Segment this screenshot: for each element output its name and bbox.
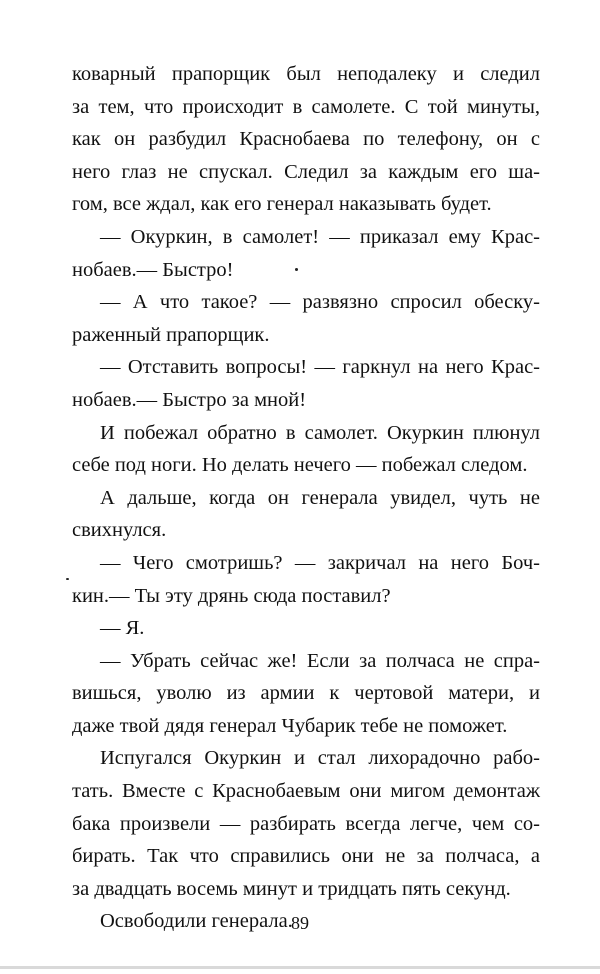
text-line: кин.— Ты эту дрянь сюда поставил?: [72, 584, 391, 607]
text-line: за тем, что происходит в самолете. С той минуты,: [72, 95, 540, 118]
text-line: — А что такое? — развязно спросил обеску-: [100, 291, 540, 314]
text-line: бирать. Так что справились они не за полчаса, а: [72, 845, 540, 868]
text-line: за двадцать восемь минут и тридцать пять секунд.: [72, 877, 511, 900]
text-line: Освободили генерала.: [100, 910, 293, 933]
text-line: раженный прапорщик.: [72, 323, 270, 346]
text-line: него глаз не спускал. Следил за каждым его ша-: [72, 160, 540, 183]
print-speck: [66, 578, 69, 580]
text-line: — Окуркин, в самолет! — приказал ему Крас-: [100, 225, 540, 248]
text-line: — Убрать сейчас же! Если за полчаса не спра-: [100, 649, 540, 672]
scan-edge: [0, 966, 600, 969]
text-line: Испугался Окуркин и стал лихорадочно рабо-: [100, 747, 540, 770]
text-line: бака произвели — разбирать всегда легче, чем со-: [72, 812, 540, 835]
body-text: [72, 58, 540, 938]
text-line: вишься, уволю из армии к чертовой матери, и: [72, 682, 540, 705]
text-line: А дальше, когда он генерала увидел, чуть не: [100, 486, 540, 509]
text-line: — Чего смотришь? — закричал на него Боч-: [100, 551, 540, 574]
text-line: гом, все ждал, как его генерал наказывать будет.: [72, 193, 492, 216]
text-line: себе под ноги. Но делать нечего — побежал следом.: [72, 454, 528, 477]
text-line: — Я.: [100, 617, 145, 640]
text-line: даже твой дядя генерал Чубарик тебе не поможет.: [72, 714, 508, 737]
text-line: — Отставить вопросы! — гаркнул на него Крас-: [100, 356, 540, 379]
print-speck: [295, 268, 298, 271]
text-line: И побежал обратно в самолет. Окуркин плюнул: [100, 421, 540, 444]
page-number: 89: [291, 913, 309, 933]
text-line: коварный прапорщик был неподалеку и следил: [72, 63, 540, 85]
text-line: нобаев.— Быстро за мной!: [72, 388, 307, 411]
text-line: как он разбудил Краснобаева по телефону, он с: [72, 128, 540, 151]
text-line: нобаев.— Быстро!: [72, 258, 234, 281]
text-line: тать. Вместе с Краснобаевым они мигом демонтаж: [72, 780, 540, 803]
text-line: свихнулся.: [72, 519, 167, 542]
